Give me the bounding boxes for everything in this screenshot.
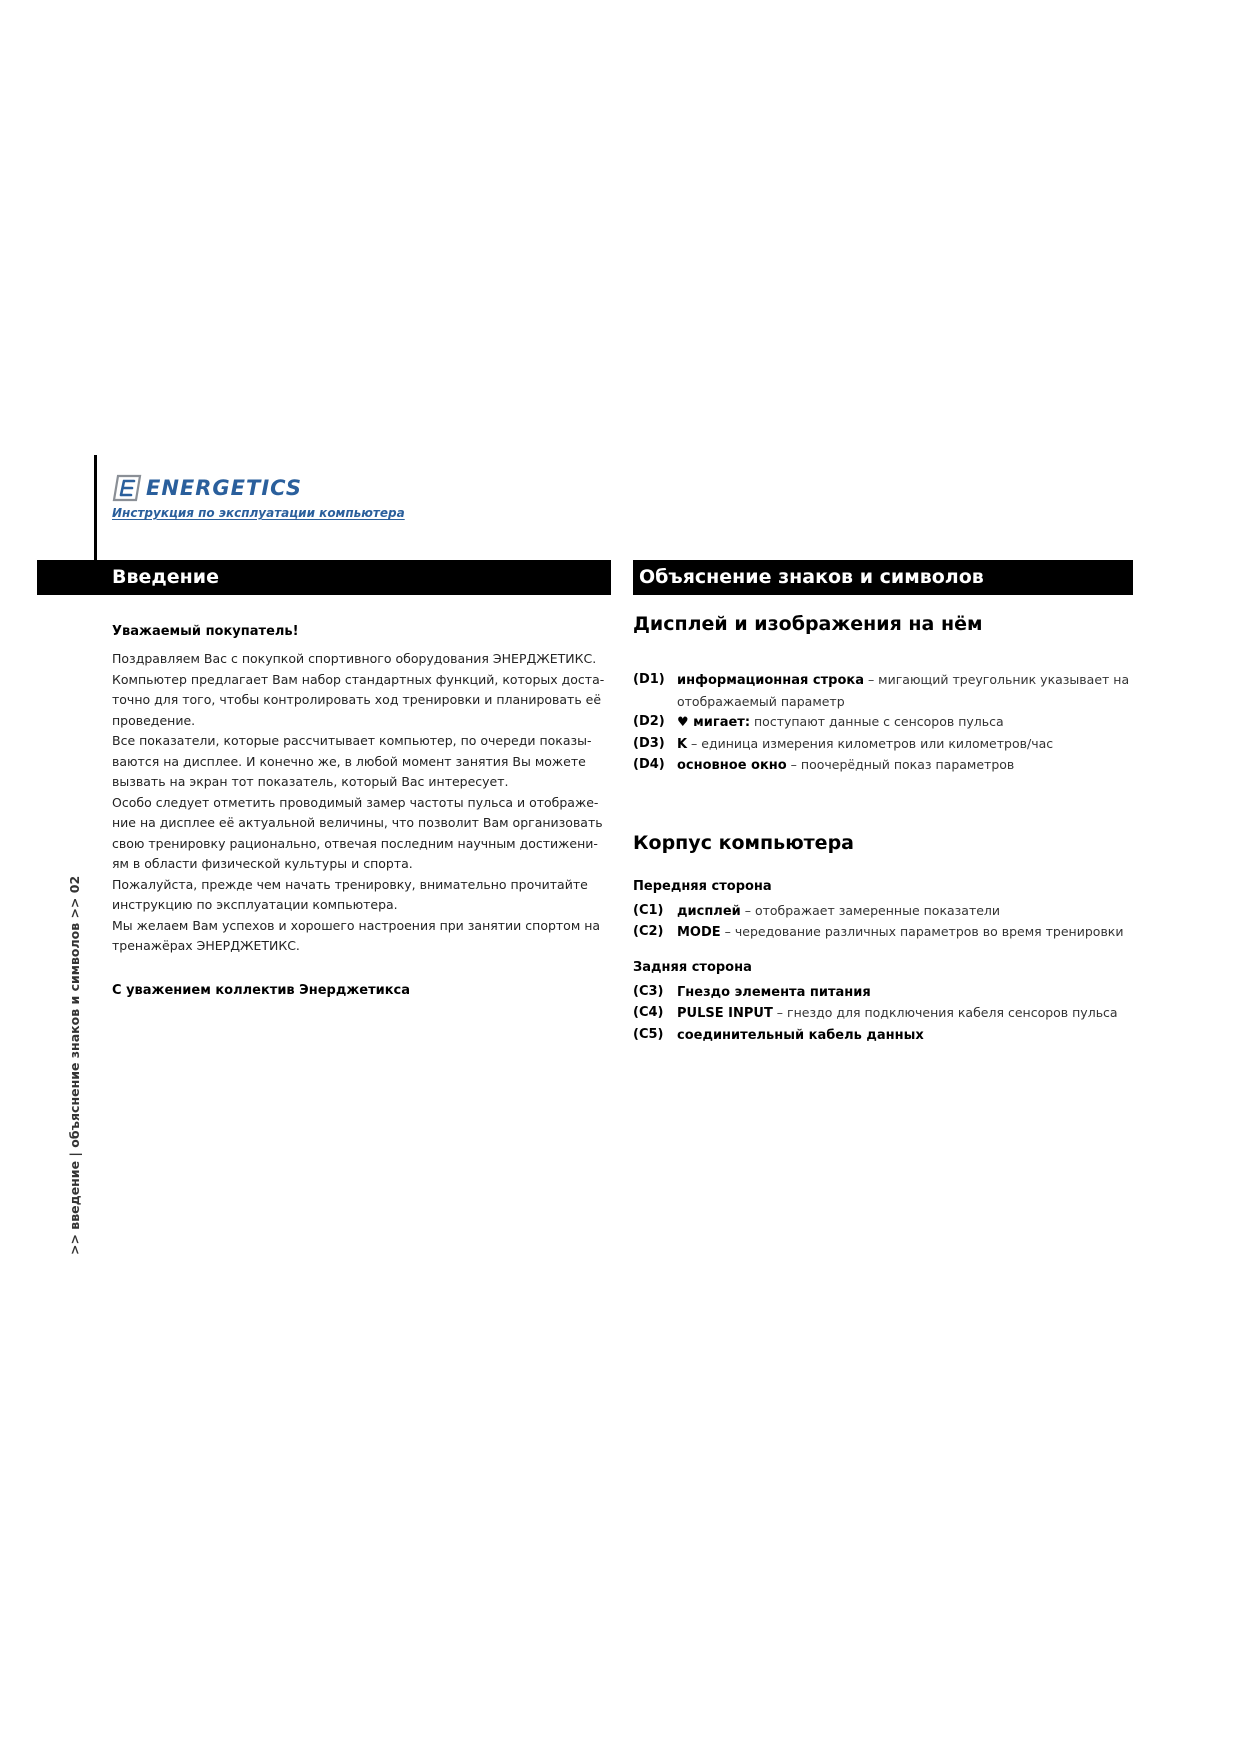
back-side-items xyxy=(633,982,1133,1047)
item-desc: – гнездо для подключения кабеля сенсоров пульса xyxy=(772,1005,1118,1020)
energetics-e-logo-icon xyxy=(112,474,142,502)
item-desc: – единица измерения километров или километров/час xyxy=(687,735,1054,751)
item-term: PULSE INPUT xyxy=(677,1006,773,1021)
item-term: дисплей xyxy=(677,903,741,919)
front-side-items xyxy=(633,901,1133,944)
front-item-c1 xyxy=(633,901,1133,923)
item-code: (D2) xyxy=(633,714,665,729)
item-code: (D1) xyxy=(633,672,665,687)
display-heading: Дисплей и изображения на нём xyxy=(633,613,983,635)
item-code: (C2) xyxy=(633,924,664,939)
item-code: (D3) xyxy=(633,735,665,751)
display-item-d4 xyxy=(633,755,1133,777)
symbols-section xyxy=(633,610,1133,1046)
manual-subtitle: Инструкция по эксплуатации компьютера xyxy=(112,506,405,520)
section-bar-intro: Введение xyxy=(37,560,611,595)
item-term: основное окно xyxy=(677,758,787,773)
intro-signature: С уважением коллектив Энерджетикса xyxy=(112,982,411,998)
intro-section xyxy=(112,622,612,1001)
back-item-c4 xyxy=(633,1003,1133,1025)
front-item-c2 xyxy=(633,922,1133,944)
sidebar-breadcrumb: >> введение | объяснение знаков и символов >> 02 xyxy=(67,875,82,1255)
brand-vertical-rule xyxy=(94,455,97,560)
display-item-d2 xyxy=(633,712,1133,734)
item-code: (C1) xyxy=(633,902,664,918)
item-code: (C5) xyxy=(633,1026,664,1042)
front-side-heading: Передняя сторона xyxy=(633,878,772,894)
intro-greeting: Уважаемый покупатель! xyxy=(112,624,299,639)
item-desc: – мигающий треугольник указывает на отображаемый параметр xyxy=(677,672,1130,709)
section-bar-symbols: Объяснение знаков и символов xyxy=(633,560,1133,595)
back-item-c5 xyxy=(633,1025,1133,1047)
display-items xyxy=(633,670,1133,777)
item-desc: поступают данные с сенсоров пульса xyxy=(750,714,1004,729)
brand-name: ENERGETICS xyxy=(146,476,302,500)
item-term: MODE xyxy=(677,925,721,940)
item-code: (D4) xyxy=(633,757,665,772)
intro-body: Поздравляем Вас с покупкой спортивного оборудования ЭНЕРДЖЕТИКС. Компьютер предлагает Вам набор стандартных функций, которых доста- точно для того, чтобы контролировать ход тренировки и планировать её проведение. Все показатели, которые рассчитывает компьютер, по очереди показы- ваются на дисплее. И конечно же, в любой момент занятия Вы можете вызвать на экран тот показатель, который Вас интересует. Особо следует отметить проводимый замер частоты пульса и отображе- ние на дисплее её актуальной величины, что позволит Вам организовать свою тренировку рационально, отвечая последним научным достижени- ям в области физической культуры и спорта. Пожалуйста, прежде чем начать тренировку, внимательно прочитайте инструкцию по эксплуатации компьютера. Мы желаем Вам успехов и хорошего настроения при занятии спортом на тренажёрах ЭНЕРДЖЕТИКС. xyxy=(112,651,605,953)
housing-heading: Корпус компьютера xyxy=(633,831,854,854)
back-side-heading: Задняя сторона xyxy=(633,959,752,975)
item-desc: – отображает замеренные показатели xyxy=(740,902,1001,918)
item-term: ♥ мигает: xyxy=(677,715,751,730)
brand-logo xyxy=(112,472,302,504)
item-term: соединительный кабель данных xyxy=(677,1027,924,1043)
item-term: Гнездо элемента питания xyxy=(677,984,871,1000)
back-item-c3 xyxy=(633,982,1133,1004)
item-desc: – поочерёдный показ параметров xyxy=(786,757,1015,772)
item-code: (C4) xyxy=(633,1005,664,1020)
item-term: информационная строка xyxy=(677,673,864,688)
display-item-d1 xyxy=(633,670,1133,712)
item-code: (C3) xyxy=(633,983,664,999)
item-term: K xyxy=(677,736,688,752)
display-item-d3 xyxy=(633,734,1133,756)
item-desc: – чередование различных параметров во время тренировки xyxy=(720,924,1124,939)
